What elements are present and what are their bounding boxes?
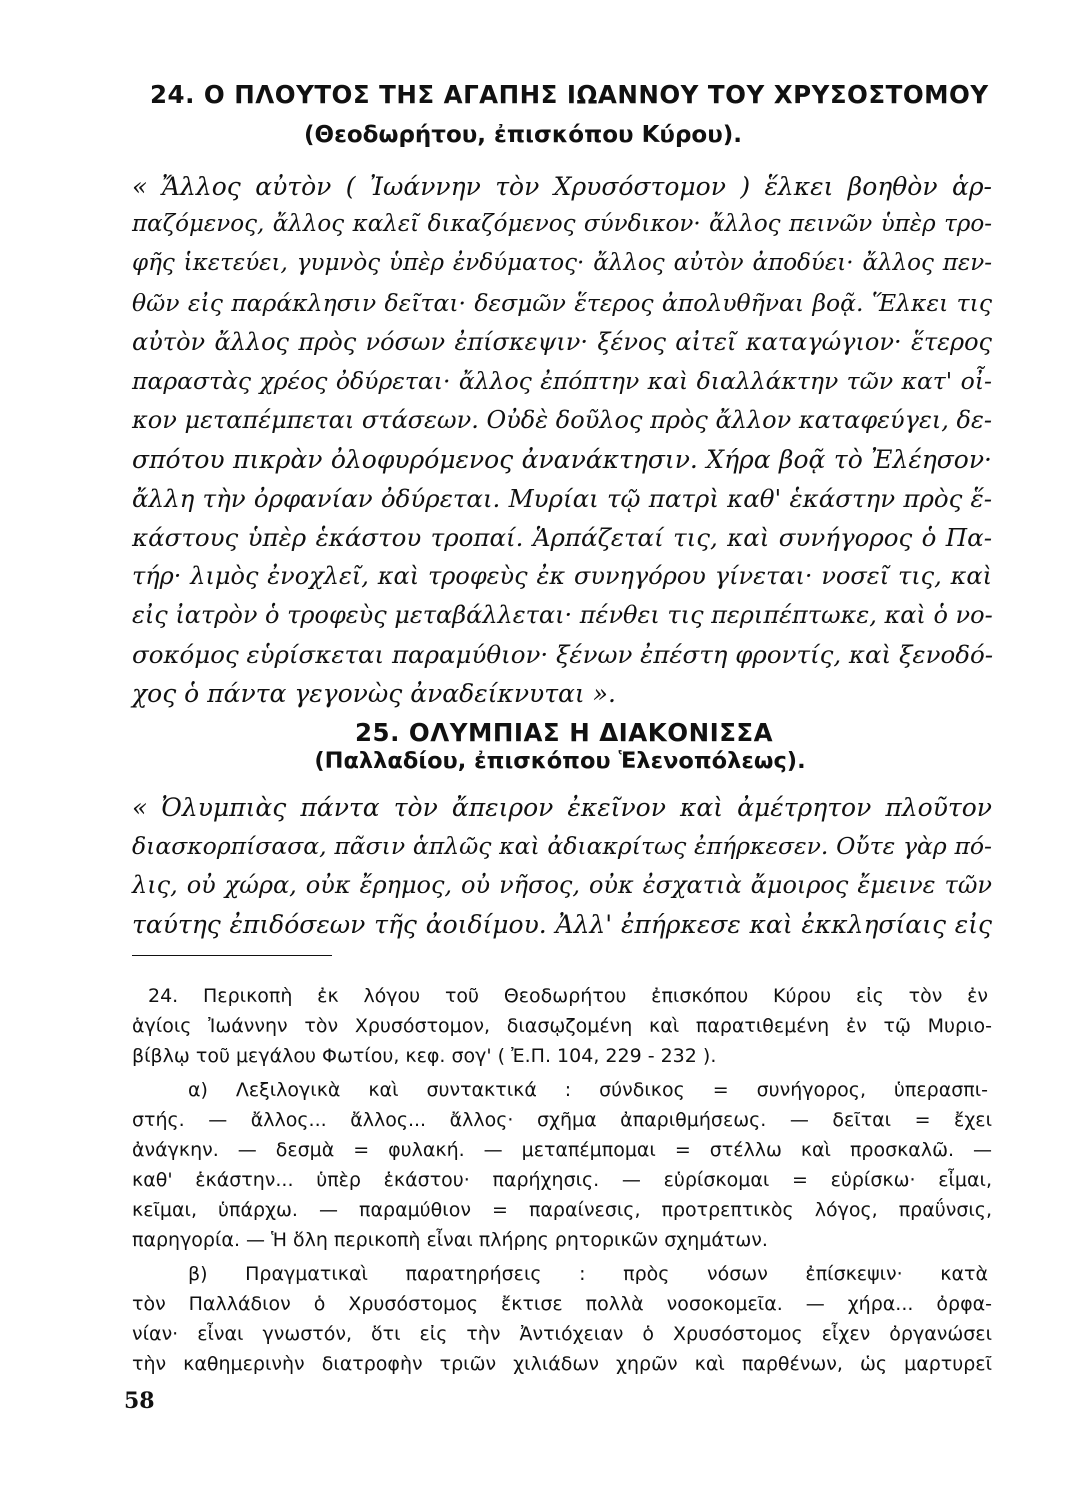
section-24-title: 24. Ο ΠΛΟΥΤΟΣ ΤΗΣ ΑΓΑΠΗΣ ΙΩΑΝΝΟΥ ΤΟΥ ΧΡΥΣΟΣΤΟΜΟΥ <box>150 80 989 109</box>
footnote-line: τὴν καθημερινὴν διατροφὴν τριῶν χιλιάδων χηρῶν καὶ παρθένων, ὡς μαρτυρεῖ <box>132 1353 992 1375</box>
footnote-line: ἁγίοις Ἰωάννην τὸν Χρυσόστομον, διασῳζομένη καὶ παρατιθεμένη ἐν τῷ Μυριο- <box>132 1015 992 1037</box>
text-line: τήρ· λιμὸς ἐνοχλεῖ, καὶ τροφεὺς ἐκ συνηγόρου γίνεται· νοσεῖ τις, καὶ <box>132 562 992 590</box>
footnote-line: ἀνάγκην. — δεσμὰ = φυλακή. — μεταπέμπομαι = στέλλω καὶ προσκαλῶ. — <box>132 1139 992 1161</box>
footnote-line: κεῖμαι, ὑπάρχω. — παραμύθιον = παραίνεσις, προτρεπτικὸς λόγος, πραΰνσις, <box>132 1199 992 1221</box>
text-line: λις, οὐ χώρα, οὐκ ἔρημος, οὐ νῆσος, οὐκ ἐσχατιὰ ἄμοιρος ἔμεινε τῶν <box>132 871 992 899</box>
footnote-line: παρηγορία. — Ἡ ὅλη περικοπὴ εἶναι πλήρης ρητορικῶν σχημάτων. <box>132 1229 768 1251</box>
section-24-subtitle: (Θεοδωρήτου, ἐπισκόπου Κύρου). <box>304 122 742 148</box>
footnote-line: β) Πραγματικαὶ παρατηρήσεις : πρὸς νόσων ἐπίσκεψιν· κατὰ <box>188 1263 988 1285</box>
text-line: παραστὰς χρέος ὀδύρεται· ἄλλος ἐπόπτην καὶ διαλλάκτην τῶν κατ' οἶ- <box>132 367 992 395</box>
text-line: διασκορπίσασα, πᾶσιν ἁπλῶς καὶ ἀδιακρίτως ἐπήρκεσεν. Οὔτε γὰρ πό- <box>132 832 992 860</box>
text-line: σπότου πικρὰν ὀλοφυρόμενος ἀνανάκτησιν. Χήρα βοᾷ τὸ Ἐλέησον· <box>132 445 992 474</box>
section-25-subtitle: (Παλλαδίου, ἐπισκόπου Ἑλενοπόλεως). <box>314 748 806 774</box>
footnote-line: 24. Περικοπὴ ἐκ λόγου τοῦ Θεοδωρήτου ἐπισκόπου Κύρου εἰς τὸν ἐν <box>148 985 988 1007</box>
text-line: σοκόμος εὑρίσκεται παραμύθιον· ξένων ἐπέστη φροντίς, καὶ ξενοδό- <box>132 640 994 669</box>
text-line: φῆς ἱκετεύει, γυμνὸς ὑπὲρ ἐνδύματος· ἄλλος αὐτὸν ἀποδύει· ἄλλος πεν- <box>132 250 992 276</box>
footnote-line: νίαν· εἶναι γνωστόν, ὅτι εἰς τὴν Ἀντιόχειαν ὁ Χρυσόστομος εἶχεν ὀργανώσει <box>132 1323 992 1345</box>
footnote-line: α) Λεξιλογικὰ καὶ συντακτικά : σύνδικος = συνήγορος, ὑπερασπι- <box>188 1079 988 1101</box>
text-line: εἰς ἰατρὸν ὁ τροφεὺς μεταβάλλεται· πένθει τις περιπέπτωκε, καὶ ὁ νο- <box>132 601 993 629</box>
text-line: κάστους ὑπὲρ ἑκάστου τροπαί. Ἁρπάζεταί τις, καὶ συνήγορος ὁ Πα- <box>132 523 992 552</box>
text-line: ταύτης ἐπιδόσεων τῆς ἀοιδίμου. Ἀλλ' ἐπήρκεσε καὶ ἐκκλησίαις εἰς <box>132 910 992 939</box>
text-line: « Ὀλυμπιὰς πάντα τὸν ἄπειρον ἐκεῖνον καὶ ἀμέτρητον πλοῦτον <box>132 793 992 822</box>
text-line: αὐτὸν ἄλλος πρὸς νόσων ἐπίσκεψιν· ξένος αἰτεῖ καταγώγιον· ἕτερος <box>132 328 992 356</box>
page-number: 58 <box>124 1388 155 1414</box>
footnote-line: στής. — ἄλλος... ἄλλος... ἄλλος· σχῆμα ἀπαριθμήσεως. — δεῖται = ἔχει <box>132 1109 992 1131</box>
text-line: « Ἄλλος αὐτὸν ( Ἰωάννην τὸν Χρυσόστομον ) ἕλκει βοηθὸν ἁρ- <box>132 172 992 201</box>
text-line: κον μεταπέμπεται στάσεων. Οὐδὲ δοῦλος πρὸς ἄλλον καταφεύγει, δε- <box>132 406 992 434</box>
text-line: θῶν εἰς παράκλησιν δεῖται· δεσμῶν ἕτερος ἀπολυθῆναι βοᾷ. Ἕλκει τις <box>132 289 992 317</box>
section-25-title: 25. ΟΛΥΜΠΙΑΣ Η ΔΙΑΚΟΝΙΣΣΑ <box>355 718 774 747</box>
text-line: ἄλλη τὴν ὀρφανίαν ὀδύρεται. Μυρίαι τῷ πατρὶ καθ' ἑκάστην πρὸς ἕ- <box>132 484 992 513</box>
footnote-line: τὸν Παλλάδιον ὁ Χρυσόστομος ἔκτισε πολλὰ νοσοκομεῖα. — χήρα... ὀρφα- <box>132 1293 992 1315</box>
text-line: χος ὁ πάντα γεγονὼς ἀναδείκνυται ». <box>132 679 616 708</box>
footnote-line: βίβλῳ τοῦ μεγάλου Φωτίου, κεφ. σογ' ( Ἐ.Π. 104, 229 - 232 ). <box>132 1045 717 1067</box>
footnote-line: καθ' ἑκάστην... ὑπὲρ ἑκάστου· παρήχησις. — εὑρίσκομαι = εὑρίσκω· εἶμαι, <box>132 1169 992 1191</box>
text-line: παζόμενος, ἄλλος καλεῖ δικαζόμενος σύνδικον· ἄλλος πεινῶν ὑπὲρ τρο- <box>132 211 992 237</box>
footnote-divider <box>132 955 332 956</box>
